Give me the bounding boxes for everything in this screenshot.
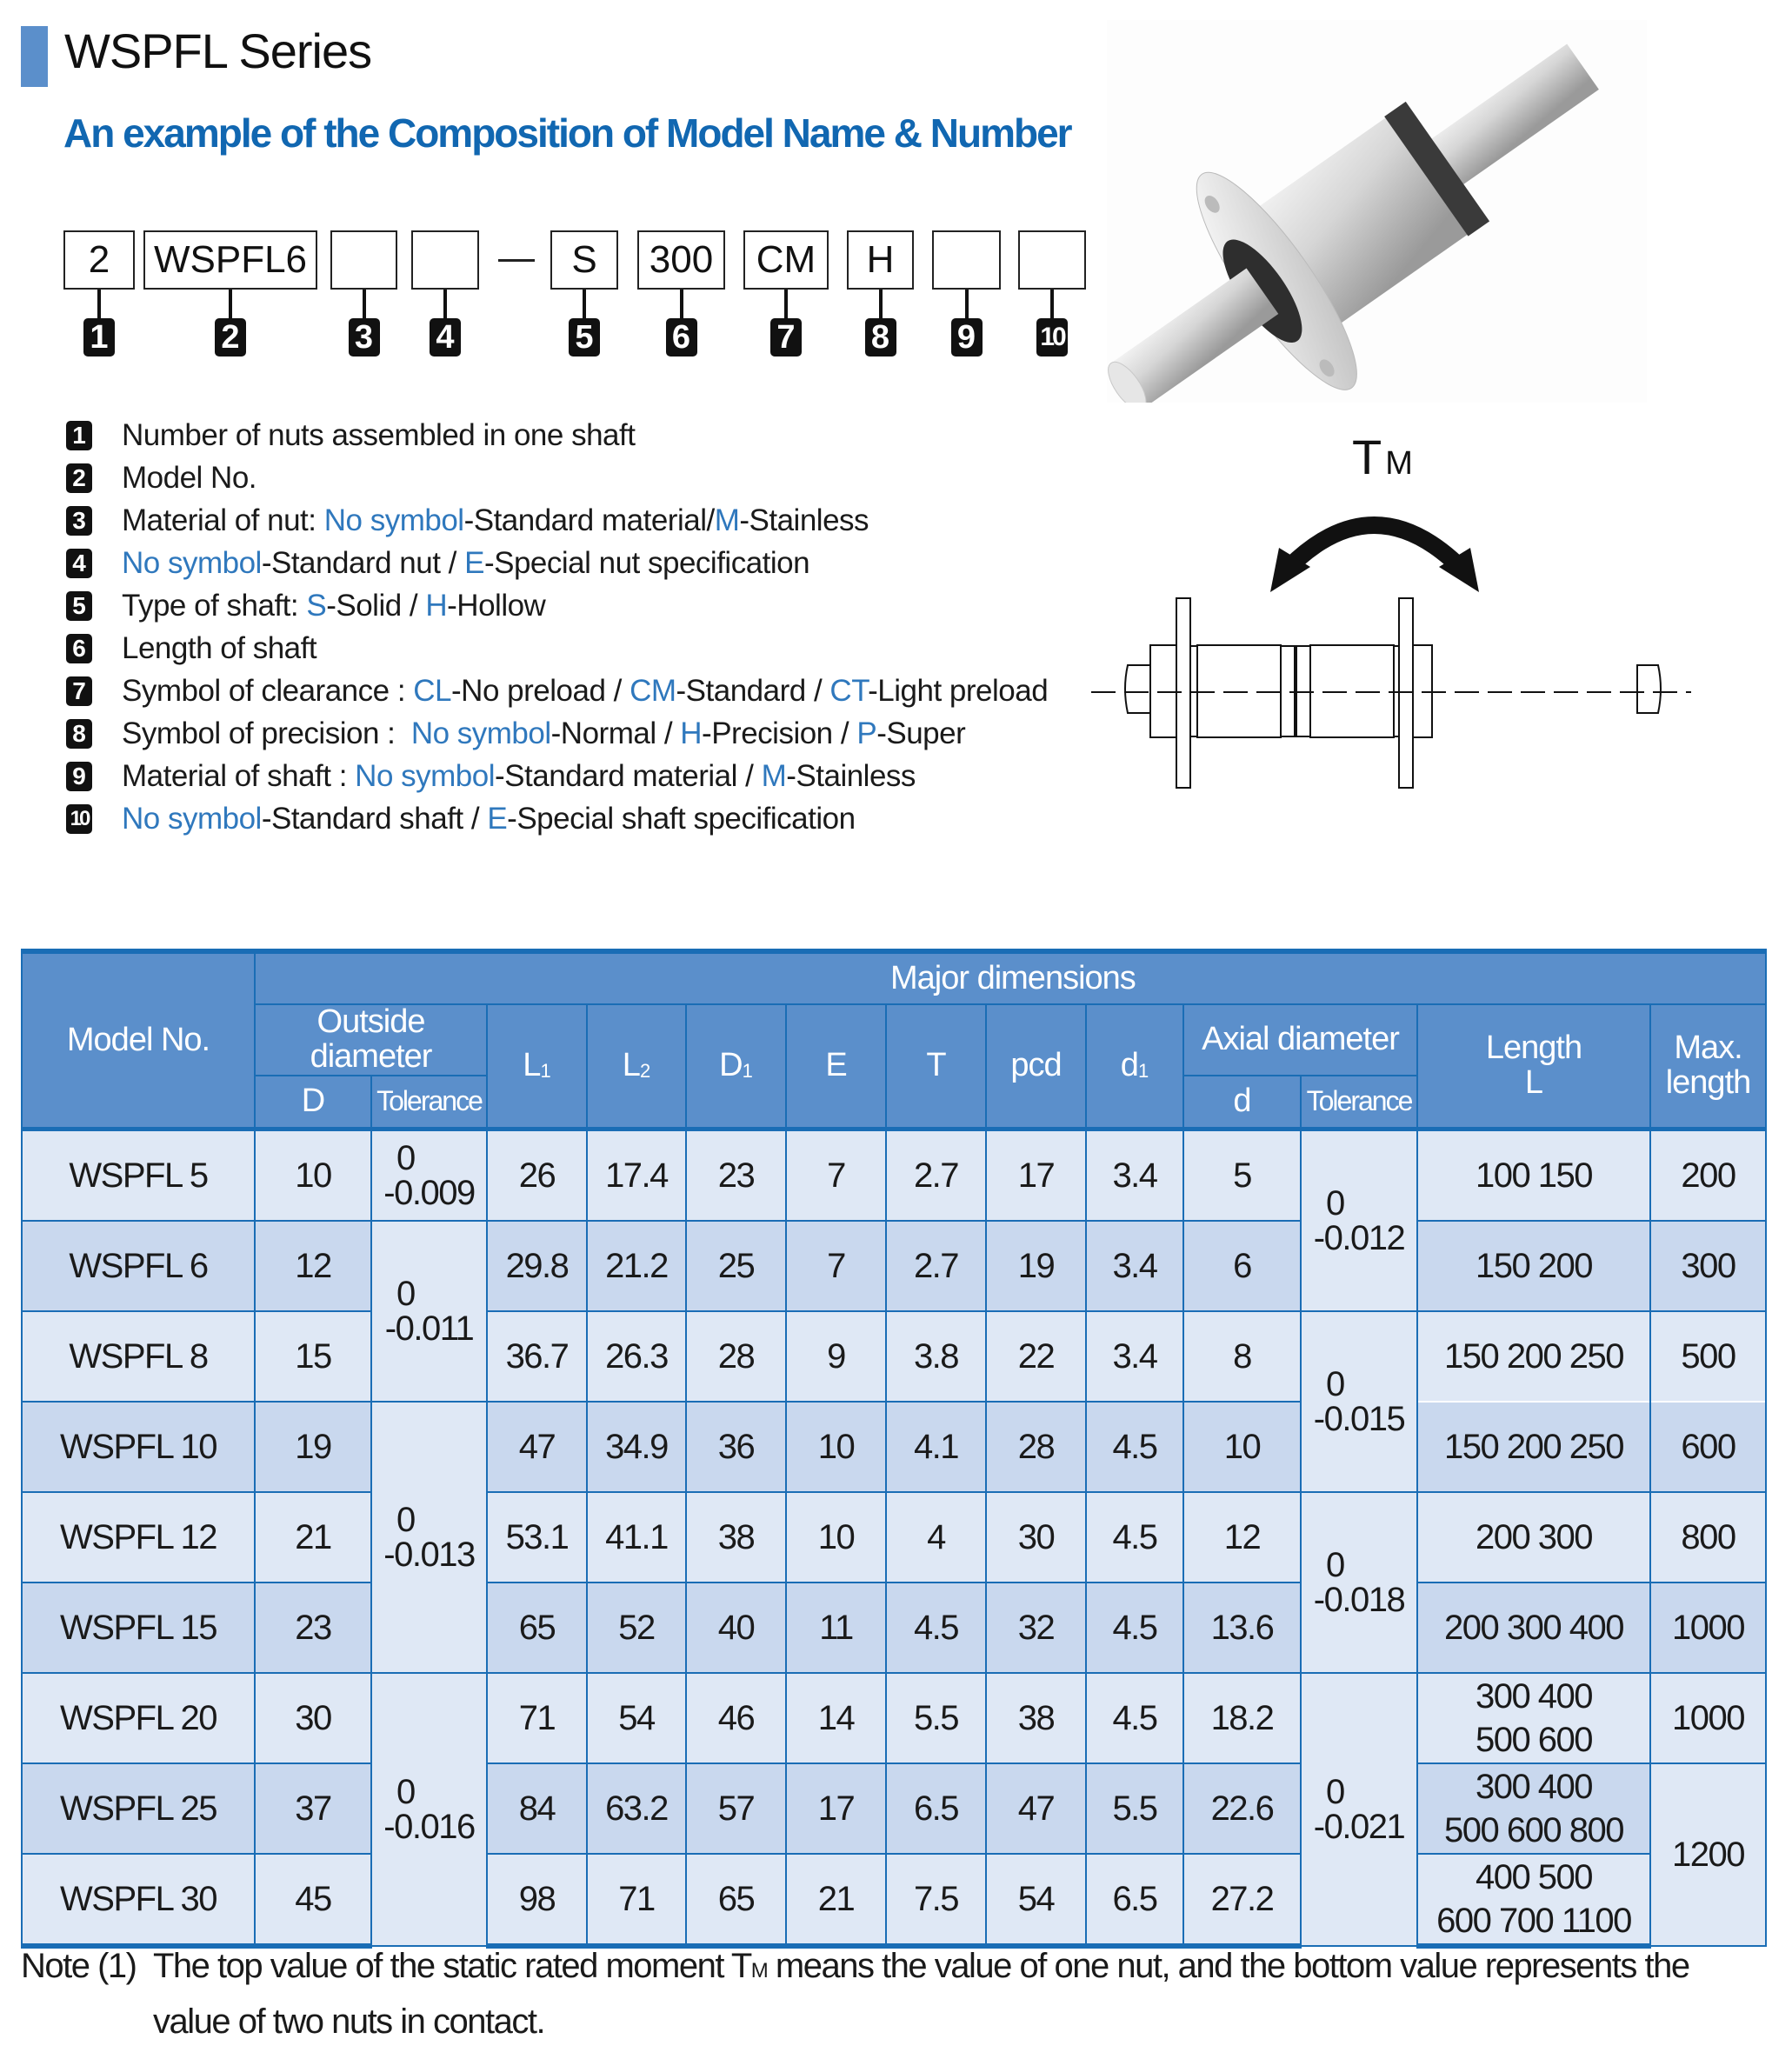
cell-L2: 63.2 [587,1763,686,1854]
table-row [22,1854,1766,1946]
cell-length [1417,1129,1650,1222]
legend-symbol: P [856,716,877,750]
cell-model: WSPFL 30 [22,1854,255,1946]
code-box-9 [932,230,1001,290]
tolerance-upper: 0 [1326,1184,1344,1223]
cell-pcd: 17 [986,1129,1086,1222]
legend-description: -Standard shaft / [261,801,488,836]
cell-D1: 25 [686,1221,786,1311]
note-text-1a: The top value of the static rated moment T [153,1947,751,1985]
cell-L2: 34.9 [587,1402,686,1492]
cell-axial-tolerance [1301,1492,1417,1673]
cell-outside-tolerance [371,1402,487,1673]
length-option-line: 500 600 800 [1444,1811,1623,1850]
cell-D1: 38 [686,1492,786,1583]
legend-symbol: H [425,588,448,623]
cell-D: 19 [255,1402,371,1492]
length-option-line: 600 700 1100 [1436,1902,1631,1941]
code-box-3 [330,230,397,290]
header-d: d [1183,1076,1301,1129]
cell-D1: 36 [686,1402,786,1492]
code-separator-dash [498,259,535,262]
cell-L1: 47 [487,1402,587,1492]
nut-moment-drawing [1083,435,1709,800]
code-connector-line [443,290,447,320]
length-option-line: 150 200 250 [1444,1337,1623,1376]
spec-table [21,949,1767,1949]
cell-length [1417,1763,1650,1854]
legend-number-badge: 6 [66,634,92,663]
cell-outside-tolerance [371,1673,487,1946]
legend-symbol: E [487,801,508,836]
code-box-7: CM [743,230,829,290]
legend-item [66,670,1048,712]
legend-symbol: H [680,716,703,750]
header-T: T [886,1004,986,1129]
legend-item [66,797,1048,840]
legend-symbol: M [714,503,740,537]
header-max-length: Max. length [1650,1004,1766,1129]
cell-length [1417,1402,1650,1492]
legend-item [66,627,1048,670]
legend-text [122,503,869,538]
legend-symbol: No symbol [323,503,464,537]
cell-d: 13.6 [1183,1583,1301,1673]
legend-symbol: No symbol [122,545,262,580]
cell-D1: 40 [686,1583,786,1673]
code-number-badge: 4 [430,318,461,356]
code-number-badge: 1 [83,318,115,356]
legend-number-badge: 2 [66,463,92,493]
cell-D1: 57 [686,1763,786,1854]
code-number-badge: 9 [951,318,983,356]
cell-E: 21 [786,1854,886,1946]
legend-description: -Standard material/ [463,503,715,537]
code-connector-line [680,290,683,320]
legend-symbol: No symbol [355,758,495,793]
cell-outside-tolerance [371,1221,487,1402]
length-option-line: 150 200 250 [1444,1428,1623,1467]
legend-description: Model No. [122,460,257,495]
legend-item [66,414,1048,456]
cell-L2: 17.4 [587,1129,686,1222]
code-connector-line [1050,290,1054,320]
legend-description: -Normal / [550,716,681,750]
table-row [22,1311,1766,1402]
cell-d1: 4.5 [1086,1583,1183,1673]
cell-d: 6 [1183,1221,1301,1311]
cell-d1: 3.4 [1086,1311,1183,1402]
code-connector-line [583,290,586,320]
legend-description: -Precision / [702,716,857,750]
legend-description: Length of shaft [122,630,317,665]
cell-T: 2.7 [886,1221,986,1311]
cell-T: 4.5 [886,1583,986,1673]
table-row [22,1492,1766,1583]
table-row [22,1583,1766,1673]
legend-description: -No preload / [451,673,630,708]
code-connector-line [229,290,232,320]
cell-length [1417,1492,1650,1583]
cell-model: WSPFL 6 [22,1221,255,1311]
header-major-dimensions [255,951,1766,1004]
cell-T: 3.8 [886,1311,986,1402]
legend-description: -Light preload [868,673,1049,708]
table-row [22,1763,1766,1854]
cell-d1: 4.5 [1086,1673,1183,1763]
cell-E: 11 [786,1583,886,1673]
cell-T: 4 [886,1492,986,1583]
cell-E: 9 [786,1311,886,1402]
code-connector-line [97,290,101,320]
cell-T: 4.1 [886,1402,986,1492]
cell-L1: 71 [487,1673,587,1763]
cell-T: 6.5 [886,1763,986,1854]
cell-D: 12 [255,1221,371,1311]
legend-description: -Special nut specification [483,545,810,580]
length-option-line: 300 400 [1475,1677,1593,1716]
legend-number-badge: 4 [66,549,92,578]
note-text-sub: M [750,1959,768,1982]
header-L2: $L_2$ [587,1004,686,1129]
tolerance-lower: -0.011 [384,1309,474,1349]
cell-model: WSPFL 10 [22,1402,255,1492]
cell-d1: 5.5 [1086,1763,1183,1854]
cell-d: 5 [1183,1129,1301,1222]
header-L1: $L_1$ [487,1004,587,1129]
cell-length [1417,1854,1650,1946]
legend-symbol: No symbol [122,801,262,836]
cell-T: 2.7 [886,1129,986,1222]
cell-axial-tolerance [1301,1311,1417,1492]
tolerance-lower: -0.013 [383,1536,475,1575]
legend-item [66,456,1048,499]
legend-description: -Solid / [326,588,426,623]
code-box-6: 300 [637,230,725,290]
cell-model: WSPFL 8 [22,1311,255,1402]
cell-max-length: 1000 [1650,1673,1766,1763]
legend-text [122,674,1048,709]
section-subtitle: An example of the Composition of Model Name & Number [63,110,1071,156]
cell-D1: 65 [686,1854,786,1946]
cell-E: 7 [786,1129,886,1222]
cell-model: WSPFL 5 [22,1129,255,1222]
moment-label: T M [1352,435,1413,484]
cell-pcd: 32 [986,1583,1086,1673]
legend-description: Symbol of clearance : [122,673,414,708]
cell-L2: 54 [587,1673,686,1763]
cell-L1: 26 [487,1129,587,1222]
length-option-line: 400 500 [1475,1858,1593,1897]
header-major-dimensions-label: Major dimensions [890,959,1136,996]
cell-axial-tolerance [1301,1129,1417,1312]
code-number-badge: 8 [865,318,896,356]
cell-d1: 6.5 [1086,1854,1183,1946]
legend-text [122,716,965,751]
legend-symbol: CL [413,673,452,708]
tolerance-upper: 0 [396,1773,415,1812]
tolerance-upper: 0 [396,1275,415,1314]
cell-L2: 52 [587,1583,686,1673]
cell-T: 7.5 [886,1854,986,1946]
code-box-8: H [847,230,914,290]
header-E: E [786,1004,886,1129]
cell-D1: 46 [686,1673,786,1763]
legend-description: Number of nuts assembled in one shaft [122,417,636,452]
cell-D1: 28 [686,1311,786,1402]
header-D1: $D_1$ [686,1004,786,1129]
cell-D: 45 [255,1854,371,1946]
code-number-badge: 6 [666,318,697,356]
legend-description: Material of nut: [122,503,324,537]
cell-pcd: 22 [986,1311,1086,1402]
cell-D: 15 [255,1311,371,1402]
tolerance-lower: -0.015 [1313,1400,1405,1439]
cell-E: 17 [786,1763,886,1854]
tolerance-lower: -0.021 [1313,1808,1405,1847]
tolerance-upper: 0 [396,1501,415,1540]
page-title: WSPFL Series [64,23,372,78]
cell-L2: 26.3 [587,1311,686,1402]
header-axial-diameter: Axial diameter [1183,1004,1417,1076]
cell-d1: 3.4 [1086,1129,1183,1222]
header-D: D [255,1076,371,1129]
ball-spline-illustration [1107,20,1647,403]
cell-d: 27.2 [1183,1854,1301,1946]
header-outside-tolerance: Tolerance [371,1076,487,1129]
code-box-4 [411,230,479,290]
legend-symbol: No symbol [410,716,551,750]
cell-pcd: 28 [986,1402,1086,1492]
code-number-badge: 7 [770,318,802,356]
cell-L2: 71 [587,1854,686,1946]
cell-L1: 98 [487,1854,587,1946]
cell-pcd: 54 [986,1854,1086,1946]
legend-number-badge: 9 [66,762,92,791]
cell-length [1417,1221,1650,1311]
legend-number-badge: 5 [66,591,92,621]
legend-text [122,802,856,836]
cell-L2: 41.1 [587,1492,686,1583]
legend-description: -Standard / [676,673,830,708]
cell-max-length: 500 [1650,1311,1766,1402]
legend-description: -Standard material / [495,758,762,793]
cell-d: 12 [1183,1492,1301,1583]
cell-T: 5.5 [886,1673,986,1763]
cell-length [1417,1311,1650,1402]
tolerance-lower: -0.012 [1313,1219,1405,1258]
table-row [22,1129,1766,1222]
code-connector-line [965,290,969,320]
tolerance-lower: -0.016 [383,1808,475,1847]
length-option-line: 200 300 400 [1444,1609,1623,1648]
legend-description: -Super [876,716,966,750]
legend-item [66,542,1048,584]
code-number-badge: 5 [569,318,600,356]
length-option-line: 500 600 [1475,1721,1593,1760]
tolerance-lower: -0.009 [383,1174,475,1213]
length-option-line: 100 150 [1475,1156,1593,1196]
tolerance-upper: 0 [396,1139,415,1178]
legend-symbol: CT [829,673,869,708]
legend-description: Type of shaft: [122,588,307,623]
code-number-badge: 3 [349,318,380,356]
cell-E: 14 [786,1673,886,1763]
footnote [21,1941,1769,2047]
cell-E: 7 [786,1221,886,1311]
header-d1: $d_1$ [1086,1004,1183,1129]
cell-L1: 36.7 [487,1311,587,1402]
legend-item [66,755,1048,797]
cell-d1: 4.5 [1086,1402,1183,1492]
header-outside-diameter: Outside diameter [255,1004,487,1076]
legend-description: Symbol of precision : [122,716,411,750]
cell-length [1417,1673,1650,1763]
model-code-diagram [0,0,1096,365]
code-connector-line [363,290,366,320]
code-number-badge: 10 [1036,318,1068,356]
legend-description: -Stainless [739,503,869,537]
length-option-line: 150 200 [1475,1247,1593,1286]
cell-axial-tolerance [1301,1673,1417,1946]
tolerance-upper: 0 [1326,1773,1344,1812]
legend-text [122,631,316,666]
legend-text [122,589,545,623]
code-box-5: S [550,230,618,290]
legend-number-badge: 1 [66,421,92,450]
header-axial-tolerance: Tolerance [1301,1076,1417,1129]
legend-description: -Hollow [447,588,546,623]
cell-max-length: 1200 [1650,1763,1766,1946]
legend-item [66,499,1048,542]
cell-d: 18.2 [1183,1673,1301,1763]
moment-diagram [1083,435,1709,800]
length-option-line: 200 300 [1475,1518,1593,1557]
cell-E: 10 [786,1492,886,1583]
cell-max-length: 800 [1650,1492,1766,1583]
code-box-10 [1018,230,1086,290]
cell-L2: 21.2 [587,1221,686,1311]
header-length: Length L [1417,1004,1650,1129]
cell-L1: 53.1 [487,1492,587,1583]
header-model-no: Model No. [22,951,255,1129]
legend-symbol: M [761,758,787,793]
legend-symbol: S [306,588,327,623]
legend-description: -Special shaft specification [507,801,856,836]
cell-max-length: 1000 [1650,1583,1766,1673]
legend-text [122,759,916,794]
cell-L1: 29.8 [487,1221,587,1311]
cell-model: WSPFL 15 [22,1583,255,1673]
cell-E: 10 [786,1402,886,1492]
code-connector-line [784,290,788,320]
legend-number-badge: 10 [66,804,92,834]
cell-D: 30 [255,1673,371,1763]
cell-d1: 4.5 [1086,1492,1183,1583]
legend-number-badge: 7 [66,676,92,706]
tolerance-lower: -0.018 [1313,1581,1405,1620]
header-pcd: pcd [986,1004,1086,1129]
spec-table-body [22,1129,1766,1947]
cell-D: 23 [255,1583,371,1673]
table-row [22,1402,1766,1492]
rotation-arrow [1284,525,1465,572]
cell-D1: 23 [686,1129,786,1222]
length-option-line: 300 400 [1475,1768,1593,1807]
cell-model: WSPFL 12 [22,1492,255,1583]
legend-number-badge: 3 [66,506,92,536]
note-text-2: value of two nuts in contact. [153,2002,545,2041]
cell-outside-tolerance [371,1129,487,1222]
cell-D: 10 [255,1129,371,1222]
cell-pcd: 38 [986,1673,1086,1763]
cell-L1: 65 [487,1583,587,1673]
legend-text [122,418,635,453]
code-box-2: WSPFL6 [143,230,317,290]
cell-length [1417,1583,1650,1673]
note-text-1b: means the value of one nut, and the bottom value represents the [767,1947,1689,1985]
code-number-badge: 2 [215,318,246,356]
legend-description: -Stainless [786,758,916,793]
cell-model: WSPFL 25 [22,1763,255,1854]
cell-pcd: 19 [986,1221,1086,1311]
legend-text [122,546,809,581]
legend-number-badge: 8 [66,719,92,749]
cell-pcd: 30 [986,1492,1086,1583]
legend-item [66,712,1048,755]
tolerance-upper: 0 [1326,1546,1344,1585]
legend-symbol: E [464,545,484,580]
cell-d: 8 [1183,1311,1301,1402]
note-label: Note (1) [21,1947,137,1985]
legend-text [122,461,256,496]
tolerance-upper: 0 [1326,1365,1344,1404]
cell-d: 10 [1183,1402,1301,1492]
legend-description: -Standard nut / [261,545,465,580]
code-box-1: 2 [63,230,135,290]
code-connector-line [879,290,883,320]
legend-description: Material of shaft : [122,758,356,793]
table-row [22,1673,1766,1763]
cell-model: WSPFL 20 [22,1673,255,1763]
table-row [22,1221,1766,1311]
cell-pcd: 47 [986,1763,1086,1854]
legend-symbol: CM [630,673,676,708]
product-photo [1107,20,1647,403]
legend-item [66,584,1048,627]
cell-max-length: 200 [1650,1129,1766,1222]
cell-D: 37 [255,1763,371,1854]
cell-d1: 3.4 [1086,1221,1183,1311]
cell-L1: 84 [487,1763,587,1854]
cell-d: 22.6 [1183,1763,1301,1854]
cell-D: 21 [255,1492,371,1583]
model-code-legend [66,414,1048,840]
cell-max-length: 300 [1650,1221,1766,1311]
cell-max-length: 600 [1650,1402,1766,1492]
